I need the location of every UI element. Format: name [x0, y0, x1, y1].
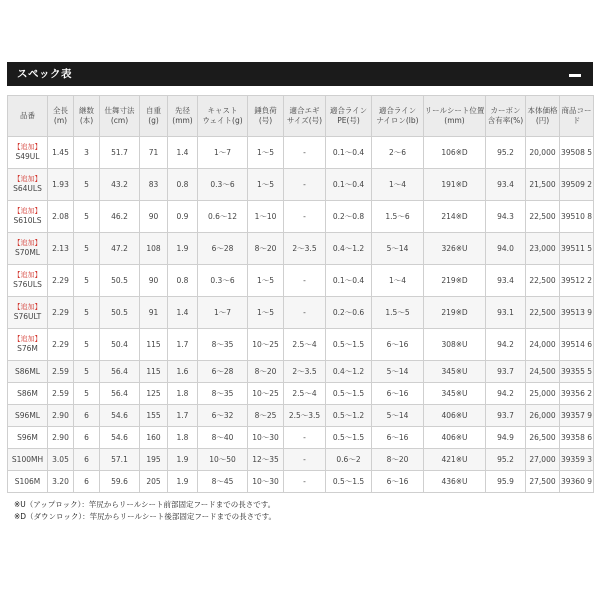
cell-carbon: 93.4	[486, 265, 526, 297]
cell-length: 1.45	[48, 137, 74, 169]
cell-seat: 345※U	[424, 383, 486, 405]
cell-price: 24,000	[526, 329, 560, 361]
cell-egi: 2.5〜3.5	[284, 405, 326, 427]
cell-sinker: 8〜20	[248, 361, 284, 383]
column-header-line: 継数	[79, 106, 94, 115]
cell-carbon: 95.2	[486, 137, 526, 169]
cell-price: 26,000	[526, 405, 560, 427]
cell-code: 39355 5	[560, 361, 594, 383]
cell-pieces: 5	[74, 201, 100, 233]
cell-nylon: 1〜4	[372, 265, 424, 297]
column-header	[486, 96, 526, 137]
product-number-cell	[8, 471, 48, 493]
column-header-line: (cm)	[110, 116, 129, 125]
cell-length: 2.90	[48, 427, 74, 449]
cell-cast: 10〜50	[198, 449, 248, 471]
cell-cast: 6〜32	[198, 405, 248, 427]
cell-seat: 345※U	[424, 361, 486, 383]
cell-pieces: 6	[74, 449, 100, 471]
column-header-line: キャスト	[207, 106, 238, 115]
cell-price: 23,000	[526, 233, 560, 265]
cell-code: 39359 3	[560, 449, 594, 471]
column-header-line: 仕舞寸法	[104, 106, 135, 115]
footnote-downlock: ※D（ダウンロック）：竿尻からリールシート後部固定フードまでの長さです。	[14, 512, 276, 521]
cell-sinker: 10〜25	[248, 329, 284, 361]
cell-pe: 0.5〜1.5	[326, 329, 372, 361]
cell-closed: 59.6	[100, 471, 140, 493]
cell-cast: 8〜45	[198, 471, 248, 493]
product-number-cell	[8, 383, 48, 405]
column-header	[248, 96, 284, 137]
cell-closed: 57.1	[100, 449, 140, 471]
cell-egi: -	[284, 201, 326, 233]
cell-closed: 56.4	[100, 361, 140, 383]
cell-nylon: 8〜20	[372, 449, 424, 471]
cell-nylon: 6〜16	[372, 427, 424, 449]
cell-closed: 47.2	[100, 233, 140, 265]
product-number-cell	[8, 169, 48, 201]
spec-section-header	[7, 62, 593, 86]
cell-pe: 0.6〜2	[326, 449, 372, 471]
product-number-cell	[8, 405, 48, 427]
cell-closed: 50.4	[100, 329, 140, 361]
column-header	[48, 96, 74, 137]
column-header	[326, 96, 372, 137]
cell-length: 2.29	[48, 265, 74, 297]
cell-seat: 219※D	[424, 297, 486, 329]
cell-pieces: 5	[74, 233, 100, 265]
cell-carbon: 95.9	[486, 471, 526, 493]
cell-nylon: 1.5〜5	[372, 297, 424, 329]
cell-weight: 125	[140, 383, 168, 405]
table-row	[8, 471, 594, 493]
cell-price: 21,500	[526, 169, 560, 201]
cell-pieces: 5	[74, 169, 100, 201]
cell-tip: 1.9	[168, 449, 198, 471]
cell-pieces: 5	[74, 297, 100, 329]
cell-carbon: 94.2	[486, 329, 526, 361]
cell-code: 39358 6	[560, 427, 594, 449]
cell-seat: 191※D	[424, 169, 486, 201]
column-header-line: 自重	[146, 106, 161, 115]
cell-seat: 219※D	[424, 265, 486, 297]
cell-egi: -	[284, 471, 326, 493]
product-number-cell	[8, 449, 48, 471]
cell-pieces: 3	[74, 137, 100, 169]
new-added-badge: 【追加】	[13, 239, 42, 247]
column-header	[168, 96, 198, 137]
cell-closed: 56.4	[100, 383, 140, 405]
cell-code: 39513 9	[560, 297, 594, 329]
table-row	[8, 137, 594, 169]
cell-nylon: 6〜16	[372, 471, 424, 493]
cell-pe: 0.5〜1.5	[326, 427, 372, 449]
cell-sinker: 8〜20	[248, 233, 284, 265]
column-header	[140, 96, 168, 137]
spec-table	[7, 95, 594, 493]
model-name: S70ML	[15, 248, 40, 257]
product-number-cell	[8, 329, 48, 361]
column-header	[74, 96, 100, 137]
cell-pieces: 5	[74, 329, 100, 361]
column-header-line: (g)	[148, 116, 159, 125]
product-number-cell	[8, 137, 48, 169]
table-row	[8, 201, 594, 233]
cell-pieces: 6	[74, 427, 100, 449]
product-number-cell	[8, 361, 48, 383]
footnote-uplock: ※U（アップロック）：竿尻からリールシート前部固定フードまでの長さです。	[14, 500, 276, 509]
table-row	[8, 169, 594, 201]
cell-length: 2.08	[48, 201, 74, 233]
cell-closed: 43.2	[100, 169, 140, 201]
cell-pe: 0.5〜1.5	[326, 383, 372, 405]
cell-code: 39511 5	[560, 233, 594, 265]
product-number-cell	[8, 297, 48, 329]
cell-egi: -	[284, 297, 326, 329]
cell-price: 24,500	[526, 361, 560, 383]
cell-length: 1.93	[48, 169, 74, 201]
collapse-minus-icon[interactable]	[569, 69, 583, 79]
column-header-line: カーボン	[490, 106, 521, 115]
column-header-line: リールシート位置	[424, 106, 485, 115]
column-header	[372, 96, 424, 137]
cell-pe: 0.4〜1.2	[326, 233, 372, 265]
cell-price: 25,000	[526, 383, 560, 405]
cell-seat: 214※D	[424, 201, 486, 233]
cell-closed: 54.6	[100, 405, 140, 427]
model-name: S96M	[17, 432, 38, 442]
cell-sinker: 1〜5	[248, 265, 284, 297]
cell-sinker: 1〜5	[248, 137, 284, 169]
cell-egi: 2〜3.5	[284, 361, 326, 383]
cell-code: 39509 2	[560, 169, 594, 201]
cell-tip: 1.8	[168, 383, 198, 405]
cell-seat: 421※U	[424, 449, 486, 471]
model-name: S100MH	[11, 454, 44, 464]
table-row	[8, 233, 594, 265]
column-header-line: (m)	[53, 116, 68, 125]
cell-carbon: 93.7	[486, 405, 526, 427]
cell-egi: -	[284, 427, 326, 449]
column-header-line: (mm)	[172, 116, 193, 125]
column-header-line: 適合ライン	[329, 106, 368, 115]
cell-price: 22,500	[526, 265, 560, 297]
cell-pe: 0.4〜1.2	[326, 361, 372, 383]
column-header-line: ウェイト(g)	[202, 116, 243, 125]
cell-carbon: 93.7	[486, 361, 526, 383]
cell-cast: 8〜35	[198, 329, 248, 361]
table-body	[8, 137, 594, 493]
column-header	[100, 96, 140, 137]
cell-carbon: 94.2	[486, 383, 526, 405]
cell-seat: 406※U	[424, 405, 486, 427]
cell-sinker: 8〜25	[248, 405, 284, 427]
cell-tip: 1.7	[168, 329, 198, 361]
model-name: S96ML	[15, 410, 40, 420]
cell-weight: 91	[140, 297, 168, 329]
cell-price: 22,500	[526, 201, 560, 233]
cell-carbon: 93.4	[486, 169, 526, 201]
cell-code: 39514 6	[560, 329, 594, 361]
cell-carbon: 95.2	[486, 449, 526, 471]
model-name: S76ULT	[13, 312, 42, 321]
product-number-cell	[8, 265, 48, 297]
cell-length: 2.29	[48, 329, 74, 361]
cell-weight: 71	[140, 137, 168, 169]
column-header-line: 商品コード	[561, 106, 592, 125]
cell-seat: 308※U	[424, 329, 486, 361]
column-header-line: 適合ライン	[378, 106, 417, 115]
cell-pe: 0.2〜0.8	[326, 201, 372, 233]
cell-weight: 90	[140, 265, 168, 297]
cell-cast: 6〜28	[198, 233, 248, 265]
cell-nylon: 5〜14	[372, 405, 424, 427]
cell-tip: 1.4	[168, 297, 198, 329]
cell-pieces: 5	[74, 265, 100, 297]
column-header	[526, 96, 560, 137]
cell-price: 27,000	[526, 449, 560, 471]
cell-code: 39360 9	[560, 471, 594, 493]
cell-code: 39356 2	[560, 383, 594, 405]
table-row	[8, 405, 594, 427]
table-row	[8, 265, 594, 297]
cell-cast: 0.6〜12	[198, 201, 248, 233]
cell-length: 2.29	[48, 297, 74, 329]
cell-carbon: 94.9	[486, 427, 526, 449]
cell-pe: 0.5〜1.5	[326, 471, 372, 493]
column-header-line: 品番	[20, 111, 35, 120]
cell-tip: 0.9	[168, 201, 198, 233]
cell-cast: 1〜7	[198, 137, 248, 169]
column-header-line: 錘負荷	[254, 106, 277, 115]
cell-closed: 50.5	[100, 297, 140, 329]
cell-nylon: 5〜14	[372, 361, 424, 383]
column-header-line: 本体価格	[527, 106, 558, 115]
column-header-line: 適合エギ	[289, 106, 320, 115]
new-added-badge: 【追加】	[13, 335, 42, 343]
cell-pieces: 6	[74, 471, 100, 493]
cell-seat: 326※U	[424, 233, 486, 265]
cell-length: 3.20	[48, 471, 74, 493]
cell-carbon: 94.3	[486, 201, 526, 233]
cell-cast: 0.3〜6	[198, 265, 248, 297]
cell-pe: 0.1〜0.4	[326, 265, 372, 297]
cell-tip: 1.7	[168, 405, 198, 427]
column-header-line: (号)	[258, 116, 273, 125]
cell-closed: 46.2	[100, 201, 140, 233]
column-header-line: PE(号)	[337, 116, 360, 125]
spec-panel	[7, 62, 593, 493]
cell-price: 20,000	[526, 137, 560, 169]
cell-pieces: 5	[74, 383, 100, 405]
cell-egi: -	[284, 169, 326, 201]
cell-pe: 0.1〜0.4	[326, 169, 372, 201]
column-header-line: (mm)	[444, 116, 465, 125]
cell-cast: 1〜7	[198, 297, 248, 329]
model-name: S64ULS	[13, 184, 42, 193]
column-header	[8, 96, 48, 137]
cell-egi: -	[284, 137, 326, 169]
cell-cast: 6〜28	[198, 361, 248, 383]
cell-seat: 106※D	[424, 137, 486, 169]
column-header-line: ナイロン(lb)	[376, 116, 419, 125]
cell-nylon: 6〜16	[372, 329, 424, 361]
cell-pieces: 6	[74, 405, 100, 427]
cell-tip: 1.4	[168, 137, 198, 169]
cell-sinker: 10〜30	[248, 427, 284, 449]
table-header-row	[8, 96, 594, 137]
cell-closed: 50.5	[100, 265, 140, 297]
column-header	[424, 96, 486, 137]
cell-weight: 90	[140, 201, 168, 233]
cell-weight: 160	[140, 427, 168, 449]
cell-nylon: 5〜14	[372, 233, 424, 265]
cell-carbon: 94.0	[486, 233, 526, 265]
table-row	[8, 297, 594, 329]
cell-sinker: 10〜30	[248, 471, 284, 493]
cell-weight: 108	[140, 233, 168, 265]
table-row	[8, 427, 594, 449]
cell-closed: 54.6	[100, 427, 140, 449]
new-added-badge: 【追加】	[13, 303, 42, 311]
cell-tip: 1.9	[168, 471, 198, 493]
product-number-cell	[8, 233, 48, 265]
cell-pe: 0.5〜1.2	[326, 405, 372, 427]
cell-weight: 195	[140, 449, 168, 471]
footnotes	[14, 499, 276, 523]
model-name: S610LS	[13, 216, 42, 225]
cell-tip: 1.8	[168, 427, 198, 449]
model-name: S86M	[17, 388, 38, 398]
cell-tip: 0.8	[168, 265, 198, 297]
new-added-badge: 【追加】	[13, 207, 42, 215]
cell-carbon: 93.1	[486, 297, 526, 329]
model-name: S76ULS	[13, 280, 42, 289]
cell-sinker: 10〜25	[248, 383, 284, 405]
column-header-line: (本)	[79, 116, 94, 125]
cell-cast: 0.3〜6	[198, 169, 248, 201]
cell-egi: 2.5〜4	[284, 329, 326, 361]
cell-egi: 2.5〜4	[284, 383, 326, 405]
cell-sinker: 1〜5	[248, 297, 284, 329]
cell-nylon: 2〜6	[372, 137, 424, 169]
cell-price: 27,500	[526, 471, 560, 493]
column-header	[198, 96, 248, 137]
cell-tip: 1.6	[168, 361, 198, 383]
cell-egi: -	[284, 265, 326, 297]
cell-egi: -	[284, 449, 326, 471]
cell-sinker: 1〜10	[248, 201, 284, 233]
new-added-badge: 【追加】	[13, 271, 42, 279]
cell-length: 2.90	[48, 405, 74, 427]
model-name: S86ML	[15, 366, 40, 376]
table-row	[8, 449, 594, 471]
cell-code: 39512 2	[560, 265, 594, 297]
cell-pe: 0.2〜0.6	[326, 297, 372, 329]
cell-sinker: 12〜35	[248, 449, 284, 471]
column-header	[284, 96, 326, 137]
cell-pieces: 5	[74, 361, 100, 383]
cell-length: 3.05	[48, 449, 74, 471]
cell-price: 26,500	[526, 427, 560, 449]
product-number-cell	[8, 201, 48, 233]
cell-weight: 155	[140, 405, 168, 427]
column-header-line: (円)	[535, 116, 550, 125]
column-header-line: 全長	[53, 106, 68, 115]
cell-length: 2.59	[48, 361, 74, 383]
table-row	[8, 329, 594, 361]
cell-egi: 2〜3.5	[284, 233, 326, 265]
model-name: S49UL	[15, 152, 40, 161]
model-name: S76M	[17, 344, 38, 353]
cell-weight: 115	[140, 329, 168, 361]
cell-cast: 8〜35	[198, 383, 248, 405]
column-header-line: 先径	[175, 106, 190, 115]
product-number-cell	[8, 427, 48, 449]
section-title: スペック表	[17, 68, 72, 80]
cell-price: 22,500	[526, 297, 560, 329]
new-added-badge: 【追加】	[13, 175, 42, 183]
cell-weight: 205	[140, 471, 168, 493]
cell-nylon: 6〜16	[372, 383, 424, 405]
cell-nylon: 1〜4	[372, 169, 424, 201]
new-added-badge: 【追加】	[13, 143, 42, 151]
cell-pe: 0.1〜0.4	[326, 137, 372, 169]
column-header-line: 含有率(%)	[487, 116, 524, 125]
cell-code: 39508 5	[560, 137, 594, 169]
table-row	[8, 361, 594, 383]
cell-weight: 83	[140, 169, 168, 201]
column-header-line: サイズ(号)	[286, 116, 323, 125]
cell-weight: 115	[140, 361, 168, 383]
cell-seat: 406※U	[424, 427, 486, 449]
cell-code: 39357 9	[560, 405, 594, 427]
table-row	[8, 383, 594, 405]
cell-nylon: 1.5〜6	[372, 201, 424, 233]
cell-length: 2.59	[48, 383, 74, 405]
cell-tip: 0.8	[168, 169, 198, 201]
model-name: S106M	[14, 476, 41, 486]
cell-code: 39510 8	[560, 201, 594, 233]
cell-sinker: 1〜5	[248, 169, 284, 201]
column-header	[560, 96, 594, 137]
cell-tip: 1.9	[168, 233, 198, 265]
cell-length: 2.13	[48, 233, 74, 265]
cell-cast: 8〜40	[198, 427, 248, 449]
cell-seat: 436※U	[424, 471, 486, 493]
cell-closed: 51.7	[100, 137, 140, 169]
